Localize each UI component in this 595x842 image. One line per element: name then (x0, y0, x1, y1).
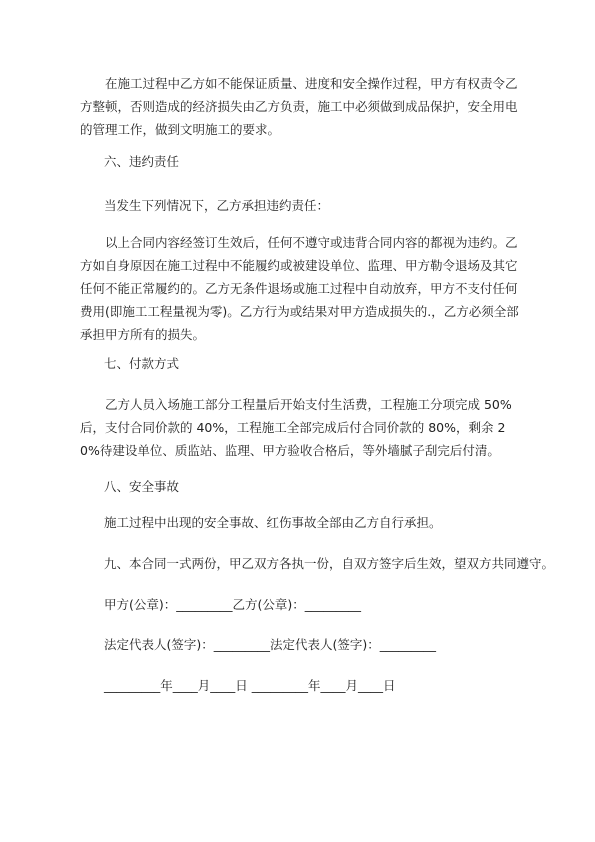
section-heading-breach-liability: 六、违约责任 (104, 154, 180, 169)
section-nine-copies-clause: 九、本合同一式两份，甲乙双方各执一份，自双方签字后生效，望双方共同遵守。 (104, 556, 555, 571)
paragraph-breach-intro: 当发生下列情况下，乙方承担违约责任： (104, 198, 330, 213)
signature-line-parties: 甲方(公章)：_________乙方(公章)：_________ (104, 597, 362, 612)
paragraph-quality-responsibility: 在施工过程中乙方如不能保证质量、进度和安全操作过程，甲方有权责令乙方整顿，否则造成的经济损失由乙方负责，施工中必须做到成品保护，安全用电的管理工作，做到文明施工的要求。 (80, 76, 518, 137)
signature-line-representatives: 法定代表人(签字)：_________法定代表人(签字)：_________ (104, 637, 437, 652)
date-line: _________年____月____日 _________年____月____日 (104, 678, 396, 693)
paragraph-safety-terms: 施工过程中出现的安全事故、红伤事故全部由乙方自行承担。 (104, 515, 442, 530)
paragraph-payment-terms: 乙方人员入场施工部分工程量后开始支付生活费，工程施工分项完成 50%后，支付合同价款的 40%，工程施工全部完成后付合同价款的 80%，剩余 20%待建设单位、质监站、监理、甲方验收合格后，等外墙腻子刮完后付清。 (80, 397, 512, 458)
section-heading-payment-method: 七、付款方式 (104, 356, 180, 371)
paragraph-breach-terms: 以上合同内容经签订生效后，任何不遵守或违背合同内容的都视为违约。乙方如自身原因在施工过程中不能履约或被建设单位、监理、甲方勒令退场及其它任何不能正常履约的。乙方无条件退场或施工过程中自动放弃，甲方不支付任何费用(即施工工程量视为零)。乙方行为或结果对甲方造成损失的.，乙方必须全部承担甲方所有的损失。 (80, 235, 519, 342)
section-heading-safety-accidents: 八、安全事故 (104, 479, 180, 494)
